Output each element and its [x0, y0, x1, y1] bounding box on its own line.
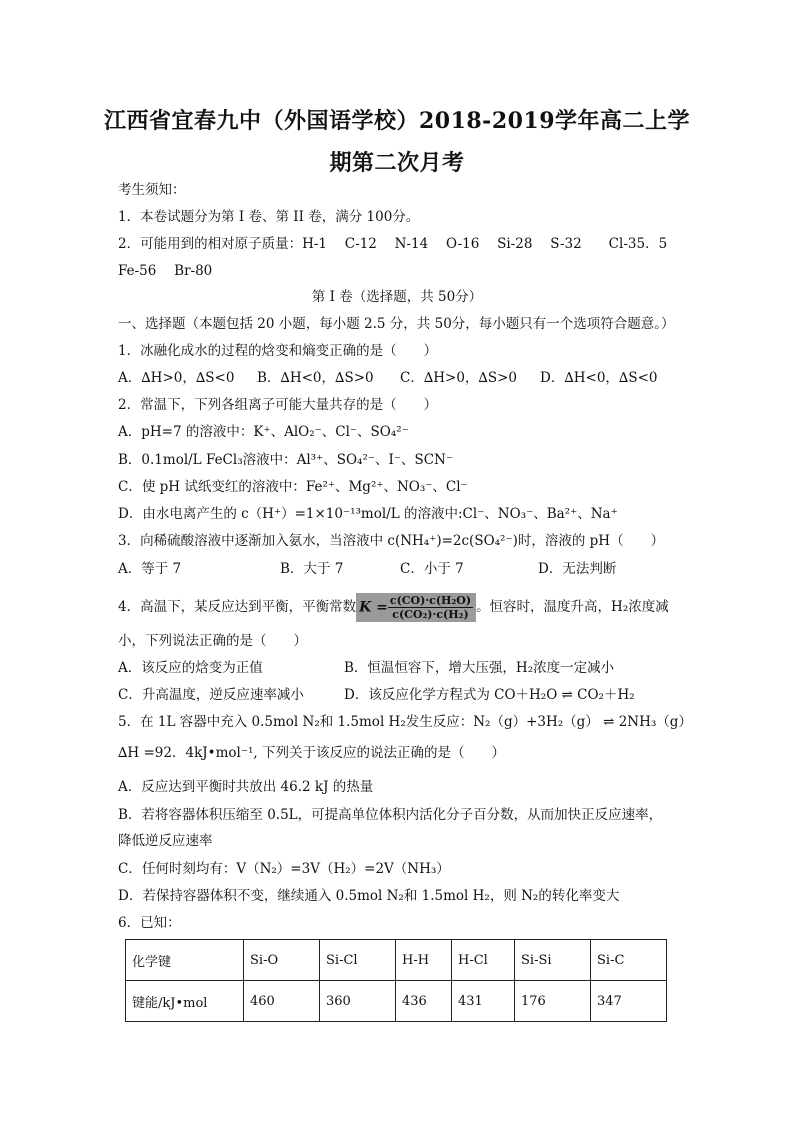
table-cell: Si-Si [515, 940, 591, 981]
q3-stem: 3．向稀硫酸溶液中逐渐加入氨水，当溶液中 c(NH₄⁺)=2c(SO₄²⁻)时，溶液的 pH（ ） [118, 533, 665, 549]
table-cell: 键能/kJ•mol [126, 981, 244, 1022]
q5-option-b: B．若将容器体积压缩至 0.5L，可提高单位体积内活化分子百分数，从而加快正反应速率， [118, 807, 663, 823]
table-cell: 431 [452, 981, 515, 1022]
q5-option-c: C．任何时刻均有：V（N₂）=3V（H₂）=2V（NH₃） [118, 861, 450, 877]
q2-option-b: B．0.1mol/L FeCl₃溶液中：Al³⁺、SO₄²⁻、I⁻、SCN⁻ [118, 452, 453, 468]
table-cell: 347 [591, 981, 667, 1022]
table-cell: 460 [244, 981, 320, 1022]
q2-option-c: C．使 pH 试纸变红的溶液中：Fe²⁺、Mg²⁺、NO₃⁻、Cl⁻ [118, 479, 468, 495]
notice-item-2: 2．可能用到的相对原子质量：H-1 C-12 N-14 O-16 Si-28 S-32 Cl-35．5 [118, 236, 668, 252]
q4-stem-cont: 小，下列说法正确的是（ ） [118, 633, 307, 649]
q4-option-a: A．该反应的焓变为正值 [118, 660, 263, 676]
table-cell: 176 [515, 981, 591, 1022]
q2-stem: 2．常温下，下列各组离子可能大量共存的是（ ） [118, 397, 438, 413]
q4-stem-post: 。恒容时，温度升高，H₂浓度减 [476, 599, 669, 615]
table-cell: Si-C [591, 940, 667, 981]
q4-option-b: B．恒温恒容下，增大压强，H₂浓度一定减小 [344, 660, 615, 676]
q1-option-a: A．∆H>0，∆S<0 [118, 370, 235, 386]
q1-stem: 1．冰融化成水的过程的焓变和熵变正确的是（ ） [118, 343, 438, 359]
table-cell: 360 [320, 981, 396, 1022]
exam-title-line1: 江西省宜春九中（外国语学校）2018-2019学年高二上学 [103, 108, 691, 134]
q4-stem-pre: 4．高温下，某反应达到平衡，平衡常数 [118, 599, 357, 615]
notice-item-2-cont: Fe-56 Br-80 [118, 263, 213, 279]
section-intro: 一、选择题（本题包括 20 小题，每小题 2.5 分，共 50分，每小题只有一个选项符合题意。） [118, 316, 675, 332]
formula-denominator: c(CO₂)·c(H₂) [392, 608, 469, 621]
q2-option-d: D．由水电离产生的 c（H⁺）=1×10⁻¹³mol/L 的溶液中:Cl⁻、NO₃⁻、Ba²⁺、Na⁺ [118, 506, 618, 522]
bond-energy-table [125, 939, 667, 1022]
formula-numerator: c(CO)·c(H₂O) [389, 594, 472, 607]
q5-option-d: D．若保持容器体积不变，继续通入 0.5mol N₂和 1.5mol H₂，则 N₂的转化率变大 [118, 888, 620, 904]
q5-stem: 5．在 1L 容器中充入 0.5mol N₂和 1.5mol H₂发生反应：N₂（g）+3H₂（g） ⇌ 2NH₃（g） [118, 714, 692, 730]
exam-title-line2: 期第二次月考 [329, 150, 465, 176]
q4-option-d: D．该反应化学方程式为 CO＋H₂O ⇌ CO₂＋H₂ [344, 687, 635, 703]
q1-option-d: D．∆H<0，∆S<0 [540, 370, 658, 386]
q3-option-c: C．小于 7 [400, 561, 464, 577]
formula-k-symbol: K = [359, 599, 388, 616]
q1-option-b: B．∆H<0，∆S>0 [257, 370, 374, 386]
formula-fraction [388, 594, 473, 621]
equilibrium-constant-formula [356, 593, 476, 622]
q3-option-d: D．无法判断 [538, 561, 617, 577]
q6-stem: 6．已知： [118, 915, 181, 931]
table-cell: H-H [396, 940, 452, 981]
q5-option-a: A．反应达到平衡时共放出 46.2 kJ 的热量 [118, 779, 374, 795]
table-row [126, 940, 667, 981]
q3-option-b: B．大于 7 [280, 561, 344, 577]
table-cell: Si-O [244, 940, 320, 981]
table-cell: 436 [396, 981, 452, 1022]
notice-heading: 考生须知： [118, 182, 186, 198]
table-cell: 化学键 [126, 940, 244, 981]
q1-option-c: C．∆H>0，∆S>0 [400, 370, 518, 386]
table-row [126, 981, 667, 1022]
table-cell: H-Cl [452, 940, 515, 981]
notice-item-1: 1．本卷试题分为第 I 卷、第 II 卷，满分 100分。 [118, 209, 420, 225]
q5-stem-cont: ∆H =92．4kJ•mol⁻¹, 下列关于该反应的说法正确的是（ ） [118, 745, 505, 761]
q4-option-c: C．升高温度，逆反应速率减小 [118, 687, 304, 703]
section-title: 第 I 卷（选择题，共 50分） [311, 289, 483, 305]
q3-option-a: A．等于 7 [118, 561, 182, 577]
q4-stem [118, 593, 669, 622]
q5-option-b-cont: 降低逆反应速率 [118, 833, 213, 849]
table-cell: Si-Cl [320, 940, 396, 981]
q2-option-a: A．pH=7 的溶液中：K⁺、AlO₂⁻、Cl⁻、SO₄²⁻ [118, 424, 409, 440]
